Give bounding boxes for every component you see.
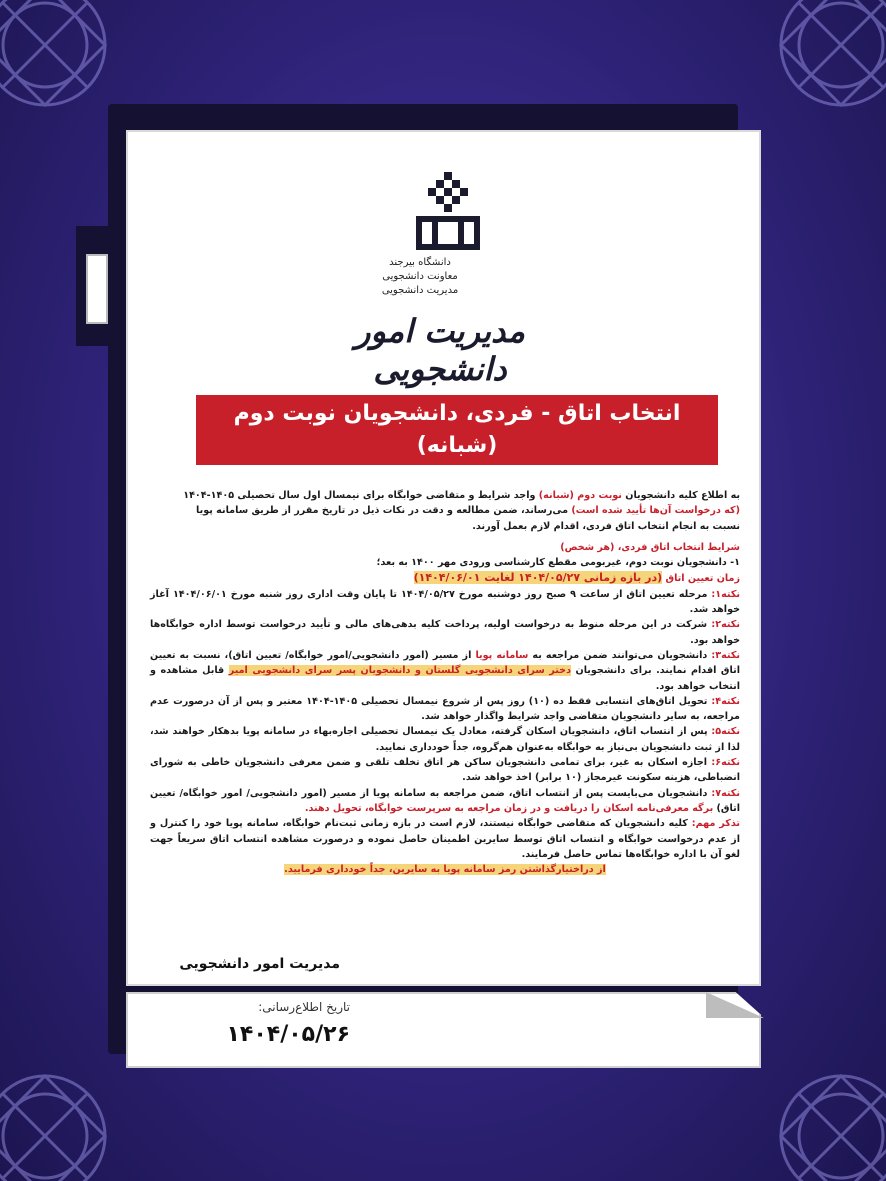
- title-line-1: انتخاب اتاق - فردی، دانشجویان نوبت دوم (شبانه): [233, 401, 681, 458]
- intro-line-1: [150, 488, 740, 503]
- university-logo-icon: [412, 172, 484, 252]
- note-text: دانشجویان می‌توانند ضمن مراجعه به: [528, 649, 708, 661]
- note-text: تحویل اتاق‌های انتسابی فقط ده (۱۰) روز پس از شروع نیمسال تحصیلی ۱۴۰۵-۱۴۰۴ معتبر و پس از آن درصورت عدم مراجعه، به سایر دانشجویان متقاضی واجد شرایط واگذار خواهد شد.: [150, 695, 740, 723]
- reminder-final: از دراختیارگذاشتن رمز سامانه پویا به سایرین، جداً خودداری فرمایید.: [284, 864, 606, 876]
- intro-text: می‌رساند، ضمن مطالعه و دقت در نکات ذیل در تاریخ مقرر از طریق سامانه پویا: [196, 505, 572, 517]
- deputy-line: معاونت دانشجویی: [382, 271, 458, 282]
- note-3: [150, 648, 740, 694]
- note-label: نکته۵:: [711, 726, 740, 738]
- note-highlight: سامانه پویا: [475, 649, 529, 661]
- note-1: [150, 587, 740, 618]
- logo-caption: [360, 256, 480, 298]
- time-label: زمان تعیین اتاق: [665, 573, 740, 585]
- intro-text: واجد شرایط و متقاضی خوابگاه برای نیمسال اول سال تحصیلی ۱۴۰۵-۱۴۰۴: [183, 490, 539, 501]
- intro-line-3: نسبت به انجام انتخاب اتاق فردی، اقدام لازم بعمل آورند.: [472, 520, 740, 532]
- signature: مدیریت امور دانشجویی: [179, 956, 340, 972]
- note-label: نکته۴:: [711, 695, 740, 707]
- note-5: [150, 724, 740, 755]
- reminder-label: تذکر مهم:: [691, 818, 740, 830]
- announcement-date: ۱۴۰۴/۰۵/۲۶: [226, 1022, 350, 1047]
- note-text: دانشجویان می‌بایست پس از انتساب اتاق، ضمن مراجعه به سامانه پویا از مسیر (امور دانشجویی/ امور خوابگاه/ تعیین اتاق): [150, 787, 740, 814]
- corner-ornament-icon: [0, 1061, 120, 1181]
- dept-line: مدیریت دانشجویی: [381, 285, 459, 296]
- announcement-label: تاریخ اطلاع‌رسانی:: [258, 1000, 350, 1014]
- note-2: [150, 617, 740, 648]
- note-label: نکته۶:: [711, 757, 740, 769]
- note-label: نکته۷:: [711, 787, 740, 799]
- folder-tab-insert: [86, 254, 108, 324]
- corner-ornament-icon: [0, 0, 120, 120]
- notice-body: [150, 488, 740, 877]
- intro-line-2: [150, 503, 740, 518]
- note-6: [150, 755, 740, 786]
- intro-highlight: نوبت دوم (شبانه): [538, 490, 622, 501]
- note-text: از مسیر (امور دانشجویی/امور خوابگاه/ تعیین اتاق)، نسبت به تعیین اتاق اقدام نمایند. برای دانشجویان: [150, 649, 740, 677]
- note-text: قابل مشاهده و انتخاب خواهد بود.: [150, 665, 740, 692]
- university-name: دانشگاه بیرجند: [389, 257, 451, 268]
- note-label: نکته۱:: [711, 588, 741, 600]
- note-highlight: برگه معرفی‌نامه اسکان را دریافت و در زمان مراجعه به سرپرست خوابگاه، تحویل دهند.: [304, 802, 714, 814]
- reminder-text: کلیه دانشجویان که متقاضی خوابگاه نیستند، لازم است در بازه زمانی ثبت‌نام خوابگاه، سامانه پویا خود را کنترل و از عدم درخواست خوابگاه و انتساب اتاق توسط سایرین اطمینان حاصل نموده و درصورت مشاهده انتساب اتاق سریعاً جهت لغو آن با اداره خوابگاه‌ها تماس حاصل فرمایند.: [150, 818, 740, 860]
- note-text: پس از انتساب اتاق، دانشجویان اسکان گرفته، معادل یک نیمسال تحصیلی اجاره‌بهاء در سامانه پویا بدهکار خواهند شد، لذا از ثبت دانشجویان بی‌نیاز به خوابگاه به‌عنوان هم‌گروه، جداً خودداری نمایید.: [150, 726, 740, 753]
- condition-item-1: ۱- دانشجویان نوبت دوم، غیربومی مقطع کارشناسی ورودی مهر ۱۴۰۰ به بعد؛: [376, 557, 740, 569]
- intro-text: به اطلاع کلیه دانشجویان: [621, 490, 740, 501]
- time-range: (در بازه زمانی ۱۴۰۴/۰۵/۲۷ لغایت ۱۴۰۴/۰۶/۰۱): [413, 571, 663, 585]
- note-7: [150, 786, 740, 817]
- note-highlight: دختر سرای دانشجویی گلستان و دانشجویان پسر سرای دانشجویی امیر: [228, 665, 571, 677]
- note-4: [150, 694, 740, 725]
- intro-highlight: (که درخواست آن‌ها تأیید شده است): [571, 505, 740, 517]
- note-text: اجازه اسکان به غیر، برای تمامی دانشجویان ساکن هر اتاق تخلف تلقی و ضمن معرفی دانشجویان خاطی به شورای انضباطی، هزینه سکونت غیرمجاز (۱۰ برابر) اخذ خواهد شد.: [150, 757, 740, 784]
- dept-script-title: مدیریت امور دانشجویی: [355, 312, 525, 388]
- note-label: نکته۳:: [711, 649, 741, 661]
- corner-ornament-icon: [766, 1061, 886, 1181]
- title-banner: [196, 395, 718, 490]
- note-text: مرحله تعیین اتاق از ساعت ۹ صبح روز دوشنبه مورخ ۱۴۰۴/۰۵/۲۷ تا پایان وقت اداری روز شنبه مورخ ۱۴۰۴/۰۶/۰۱ آغاز خواهد شد.: [150, 588, 740, 616]
- reminder: [150, 816, 740, 862]
- reminder-final-line: [150, 862, 740, 877]
- title-line-2: برای سال تحصیلی ۱۴۰۵-۱۴۰۴: [294, 465, 620, 490]
- corner-ornament-icon: [766, 0, 886, 120]
- conditions-heading: شرایط انتخاب اتاق فردی، (هر شخص): [560, 541, 740, 553]
- note-label: نکته۲:: [711, 619, 740, 631]
- time-line: [150, 570, 740, 586]
- note-text: شرکت در این مرحله منوط به درخواست اولیه، پرداخت کلیه بدهی‌های مالی و تأیید درخواست توسط اداره خوابگاه‌ها خواهد بود.: [150, 619, 740, 646]
